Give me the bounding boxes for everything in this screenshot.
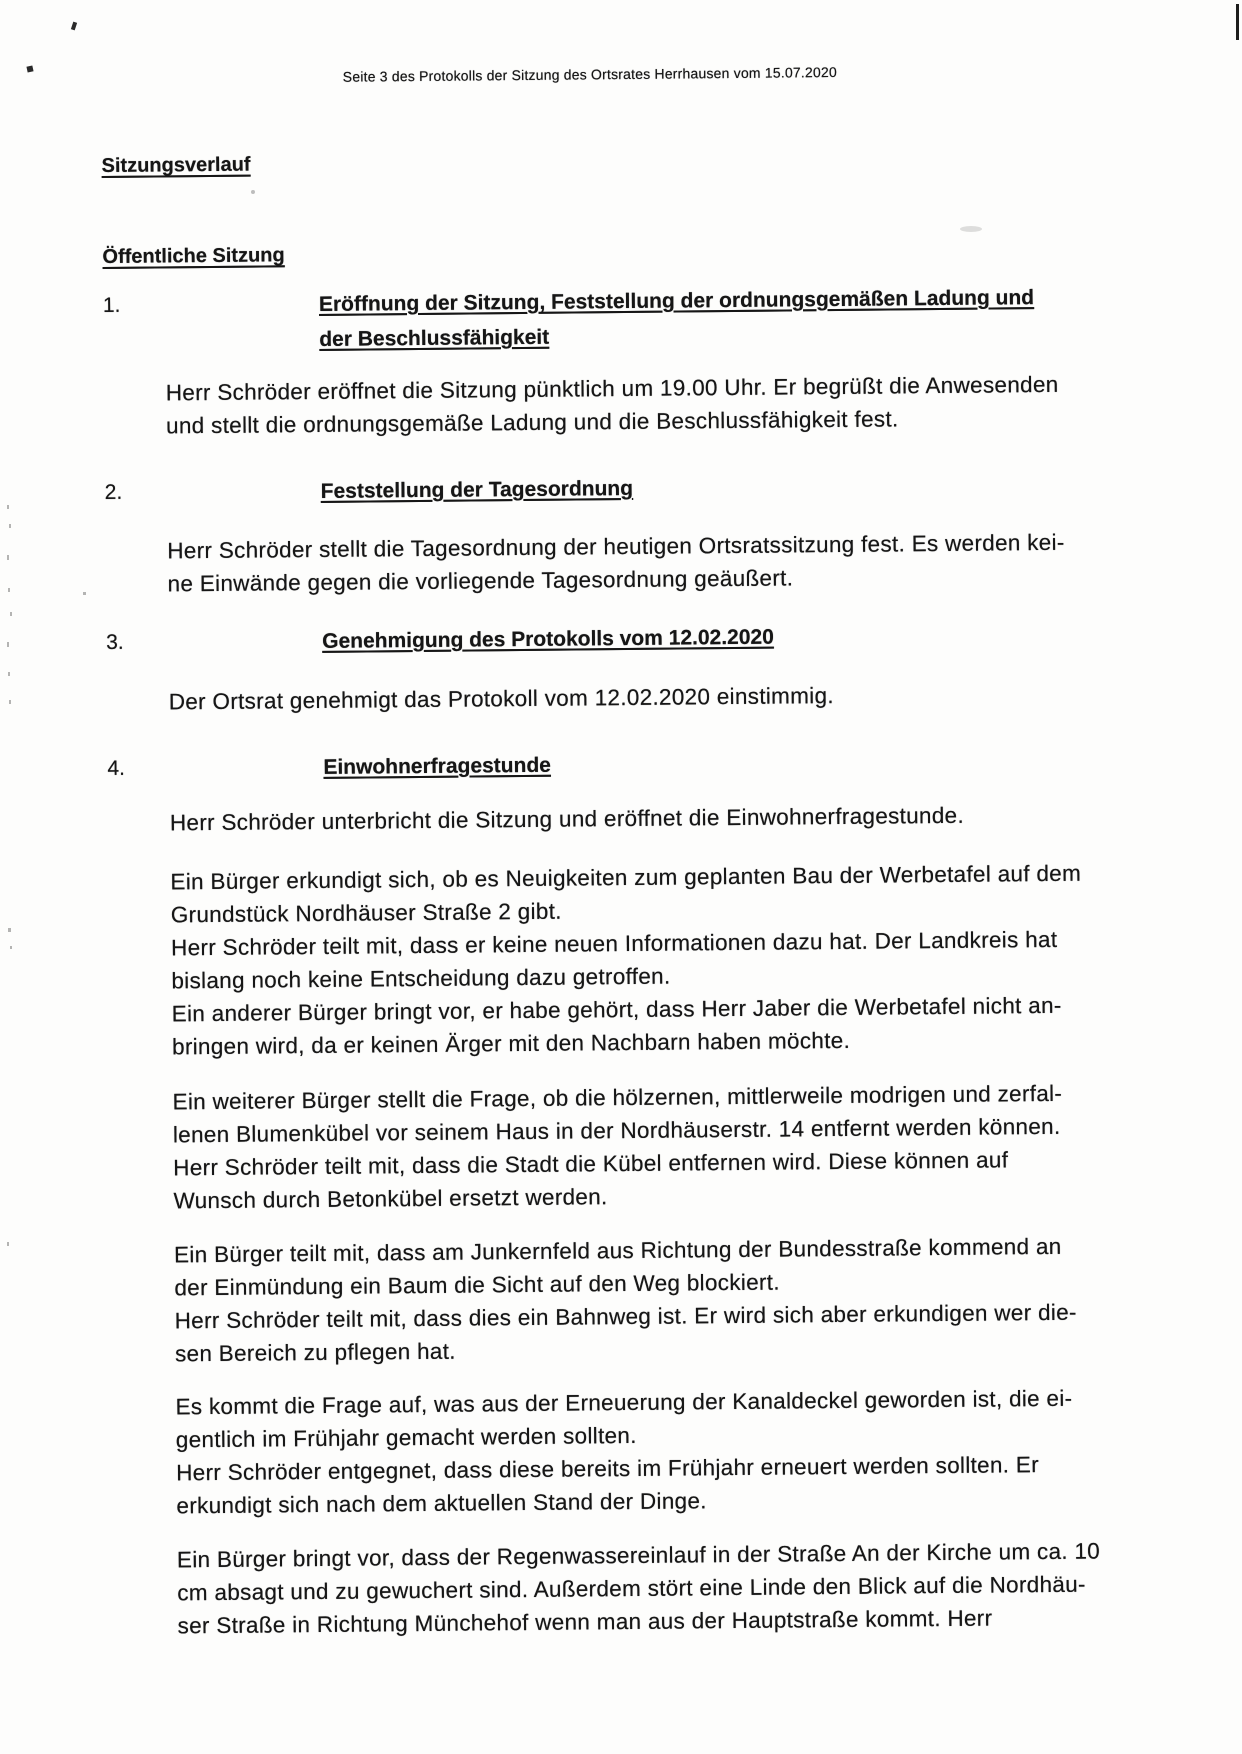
text-line: Herr Schröder entgegnet, dass diese bereits im Frühjahr erneuert werden sollten. Er xyxy=(176,1452,1040,1486)
paragraph xyxy=(170,796,1230,839)
item-number: 2. xyxy=(104,480,123,505)
page-header: Seite 3 des Protokolls der Sitzung des Ortsrates Herrhausen vom 15.07.2020 xyxy=(342,63,837,85)
agenda-item-4 xyxy=(7,741,1242,788)
agenda-item-2 xyxy=(5,465,1242,512)
item-title xyxy=(323,748,551,785)
section-heading-sitzungsverlauf: Sitzungsverlauf xyxy=(101,153,251,178)
text-line: der Beschlussfähigkeit xyxy=(319,325,550,351)
text-line: Feststellung der Tagesordnung xyxy=(320,476,634,503)
text-line: Ein anderer Bürger bringt vor, er habe gehört, dass Herr Jaber die Werbetafel nicht an- xyxy=(171,992,1062,1027)
text-line: Ein Bürger bringt vor, dass der Regenwassereinlauf in der Straße An der Kirche um ca. 10 xyxy=(176,1538,1101,1573)
text-line: lenen Blumenkübel vor seinem Haus in der Nordhäuserstr. 14 entfernt werden können. xyxy=(172,1113,1061,1148)
item-title xyxy=(322,620,774,659)
text-line: erkundigt sich nach dem aktuellen Stand der Dinge. xyxy=(176,1488,707,1519)
text-line: Herr Schröder eröffnet die Sitzung pünktlich um 19.00 Uhr. Er begrüßt die Anwesenden xyxy=(165,371,1059,406)
text-line: ne Einwände gegen die vorliegende Tagesordnung geäußert. xyxy=(167,565,794,597)
agenda-item-3 xyxy=(6,615,1242,662)
text-line: Einwohnerfragestunde xyxy=(323,753,552,779)
text-line: Herr Schröder unterbricht die Sitzung und eröffnet die Einwohnerfragestunde. xyxy=(169,802,965,836)
text-line: ser Straße in Richtung Münchehof wenn man aus der Hauptstraße kommt. Herr xyxy=(177,1605,993,1639)
paragraph xyxy=(172,1075,1233,1217)
text-line: gentlich im Frühjahr gemacht werden sollten. xyxy=(175,1422,637,1453)
paragraph xyxy=(175,1380,1236,1522)
text-line: Herr Schröder teilt mit, dass die Stadt die Kübel entfernen wird. Diese können auf xyxy=(173,1147,1009,1181)
text-line: cm absagt und zu gewuchert sind. Außerdem stört eine Linde den Blick auf die Nordhäu- xyxy=(177,1571,1086,1606)
paragraph xyxy=(177,1533,1238,1642)
agenda-item-1 xyxy=(3,278,1242,360)
text-line: bislang noch keine Entscheidung dazu getroffen. xyxy=(171,963,671,994)
text-line: der Einmündung ein Baum die Sicht auf den Weg blockiert. xyxy=(174,1269,780,1301)
text-line: Herr Schröder stellt die Tagesordnung der heutigen Ortsratssitzung fest. Es werden kei- xyxy=(167,529,1065,564)
text-line: bringen wird, da er keinen Ärger mit den Nachbarn haben möchte. xyxy=(171,1027,851,1060)
paragraph xyxy=(166,366,1227,442)
text-line: Ein weiterer Bürger stellt die Frage, ob die hölzernen, mittlerweile modrigen und zerfal- xyxy=(172,1080,1063,1115)
text-line: Genehmigung des Protokolls vom 12.02.2020 xyxy=(322,625,774,653)
item-title xyxy=(319,280,1035,357)
item-number: 3. xyxy=(106,630,124,655)
text-line: Ein Bürger teilt mit, dass am Junkernfeld aus Richtung der Bundesstraße kommend an xyxy=(173,1233,1062,1268)
text-line: Der Ortsrat genehmigt das Protokoll vom 12.02.2020 einstimmig. xyxy=(168,683,834,715)
text-line: und stellt die ordnungsgemäße Ladung und die Beschlussfähigkeit fest. xyxy=(165,406,899,439)
scan-noise-dot xyxy=(7,1242,9,1246)
paragraph xyxy=(167,524,1228,600)
paragraph xyxy=(169,675,1229,718)
paragraph xyxy=(170,855,1232,1063)
item-title xyxy=(321,471,634,509)
item-number: 1. xyxy=(102,293,121,318)
section-heading-oeffentliche-sitzung: Öffentliche Sitzung xyxy=(102,244,285,269)
text-line: Grundstück Nordhäuser Straße 2 gibt. xyxy=(170,898,562,928)
item-number: 4. xyxy=(107,756,126,781)
paragraph xyxy=(174,1228,1235,1370)
text-line: Ein Bürger erkundigt sich, ob es Neuigkeiten zum geplanten Bau der Werbetafel auf dem xyxy=(170,860,1082,895)
text-line: sen Bereich zu pflegen hat. xyxy=(174,1338,456,1367)
text-line: Es kommt die Frage auf, was aus der Erneuerung der Kanaldeckel geworden ist, die ei- xyxy=(175,1385,1073,1420)
text-line: Eröffnung der Sitzung, Feststellung der ordnungsgemäßen Ladung und xyxy=(318,286,1035,316)
text-line: Wunsch durch Betonkübel ersetzt werden. xyxy=(173,1184,608,1214)
text-line: Herr Schröder teilt mit, dass er keine neuen Informationen dazu hat. Der Landkreis hat xyxy=(170,926,1058,961)
text-line: Herr Schröder teilt mit, dass dies ein Bahnweg ist. Er wird sich aber erkundigen wer die- xyxy=(174,1299,1077,1334)
